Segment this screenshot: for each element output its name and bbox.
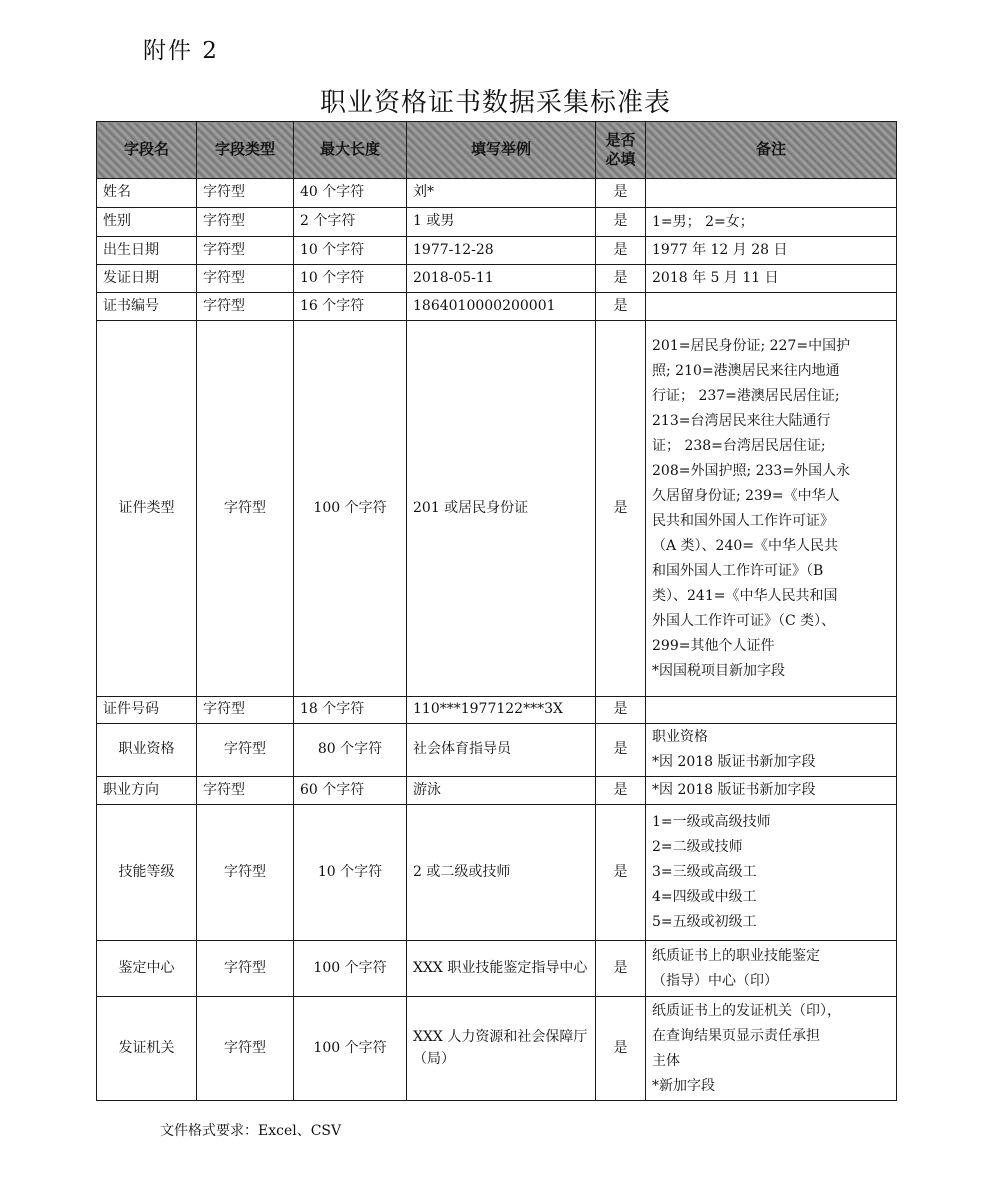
header-field-name: 字段名 bbox=[97, 122, 197, 179]
file-format-note: 文件格式要求：Excel、CSV bbox=[160, 1123, 342, 1139]
remarks-line: 2=二级或技师 bbox=[652, 839, 743, 855]
attachment-label: 附件 2 bbox=[143, 38, 219, 64]
remarks-line: 主体 bbox=[652, 1052, 680, 1069]
remarks-cell bbox=[646, 805, 897, 941]
remarks-line: 纸质证书上的职业技能鉴定 bbox=[652, 947, 820, 964]
remarks-line: *因 2018 版证书新加字段 bbox=[652, 782, 816, 798]
required-cell: 是 bbox=[596, 724, 646, 777]
field-type-cell: 字符型 bbox=[197, 724, 294, 777]
required-cell: 是 bbox=[596, 179, 646, 208]
remarks-line: （A 类）、240=《中华人民共 bbox=[652, 537, 839, 554]
table-row bbox=[97, 777, 897, 805]
header-remarks: 备注 bbox=[646, 122, 897, 179]
field-type-cell: 字符型 bbox=[197, 237, 294, 265]
field-type-cell: 字符型 bbox=[197, 208, 294, 237]
field-name-cell: 职业资格 bbox=[97, 724, 197, 777]
remarks-line: 纸质证书上的发证机关（印）， bbox=[652, 1002, 841, 1019]
example-cell: 社会体育指导员 bbox=[407, 724, 596, 777]
max-length-cell: 2 个字符 bbox=[294, 208, 407, 237]
example-cell: 游泳 bbox=[407, 777, 596, 805]
remarks-cell bbox=[646, 321, 897, 697]
field-name-cell: 性别 bbox=[97, 208, 197, 237]
remarks-line: 5=五级或初级工 bbox=[652, 914, 757, 930]
remarks-cell bbox=[646, 265, 897, 293]
header-field-type: 字段类型 bbox=[197, 122, 294, 179]
remarks-line: *因 2018 版证书新加字段 bbox=[652, 754, 816, 770]
field-name-cell: 发证机关 bbox=[97, 997, 197, 1101]
max-length-cell: 60 个字符 bbox=[294, 777, 407, 805]
required-cell: 是 bbox=[596, 777, 646, 805]
field-type-cell: 字符型 bbox=[197, 997, 294, 1101]
field-name-cell: 证件号码 bbox=[97, 697, 197, 724]
max-length-cell: 100 个字符 bbox=[294, 321, 407, 697]
header-max-length: 最大长度 bbox=[294, 122, 407, 179]
remarks-cell bbox=[646, 293, 897, 321]
table-row bbox=[97, 724, 897, 777]
required-cell: 是 bbox=[596, 805, 646, 941]
remarks-line: 213=台湾居民来往大陆通行 bbox=[652, 412, 831, 429]
field-type-cell: 字符型 bbox=[197, 941, 294, 997]
field-type-cell: 字符型 bbox=[197, 321, 294, 697]
required-cell: 是 bbox=[596, 941, 646, 997]
table-row bbox=[97, 265, 897, 293]
max-length-cell: 10 个字符 bbox=[294, 265, 407, 293]
remarks-cell bbox=[646, 179, 897, 208]
remarks-cell bbox=[646, 997, 897, 1101]
example-cell: 2018-05-11 bbox=[407, 265, 596, 293]
remarks-line: 201=居民身份证; 227=中国护 bbox=[652, 337, 851, 354]
remarks-line: （指导）中心（印） bbox=[652, 972, 778, 989]
example-cell: 1977-12-28 bbox=[407, 237, 596, 265]
example-cell: 1864010000200001 bbox=[407, 293, 596, 321]
remarks-cell bbox=[646, 237, 897, 265]
example-cell: 2 或二级或技师 bbox=[407, 805, 596, 941]
required-cell: 是 bbox=[596, 321, 646, 697]
max-length-cell: 18 个字符 bbox=[294, 697, 407, 724]
field-type-cell: 字符型 bbox=[197, 805, 294, 941]
header-example: 填写举例 bbox=[407, 122, 596, 179]
remarks-cell bbox=[646, 697, 897, 724]
field-type-cell: 字符型 bbox=[197, 293, 294, 321]
table-row bbox=[97, 208, 897, 237]
table-row bbox=[97, 237, 897, 265]
remarks-line: 2018 年 5 月 11 日 bbox=[652, 270, 779, 286]
remarks-cell bbox=[646, 777, 897, 805]
remarks-line: 久居留身份证; 239=《中华人 bbox=[652, 487, 840, 504]
remarks-cell bbox=[646, 724, 897, 777]
field-type-cell: 字符型 bbox=[197, 697, 294, 724]
required-cell: 是 bbox=[596, 237, 646, 265]
field-type-cell: 字符型 bbox=[197, 777, 294, 805]
remarks-line: *因国税项目新加字段 bbox=[652, 662, 785, 679]
table-row bbox=[97, 805, 897, 941]
remarks-line: 证； 238=台湾居民居住证; bbox=[652, 437, 826, 454]
example-cell: 刘* bbox=[407, 179, 596, 208]
table-row bbox=[97, 997, 897, 1101]
field-name-cell: 发证日期 bbox=[97, 265, 197, 293]
field-name-cell: 职业方向 bbox=[97, 777, 197, 805]
remarks-line: 1=一级或高级技师 bbox=[652, 814, 771, 830]
remarks-line: 职业资格 bbox=[652, 729, 708, 745]
remarks-line: 外国人工作许可证》（C 类）、 bbox=[652, 612, 836, 629]
document-title: 职业资格证书数据采集标准表 bbox=[319, 88, 671, 118]
required-cell: 是 bbox=[596, 697, 646, 724]
example-cell: XXX 职业技能鉴定指导中心 bbox=[407, 941, 596, 997]
required-cell: 是 bbox=[596, 293, 646, 321]
table-row bbox=[97, 293, 897, 321]
remarks-cell bbox=[646, 941, 897, 997]
required-cell: 是 bbox=[596, 208, 646, 237]
max-length-cell: 100 个字符 bbox=[294, 997, 407, 1101]
field-type-cell: 字符型 bbox=[197, 179, 294, 208]
remarks-line: 类）、241=《中华人民共和国 bbox=[652, 587, 838, 604]
remarks-line: *新加字段 bbox=[652, 1077, 715, 1094]
field-type-cell: 字符型 bbox=[197, 265, 294, 293]
max-length-cell: 10 个字符 bbox=[294, 237, 407, 265]
field-name-cell: 技能等级 bbox=[97, 805, 197, 941]
remarks-line: 208=外国护照; 233=外国人永 bbox=[652, 462, 851, 479]
max-length-cell: 10 个字符 bbox=[294, 805, 407, 941]
remarks-line: 照; 210=港澳居民来往内地通 bbox=[652, 362, 840, 379]
remarks-line: 1=男； 2=女； bbox=[652, 213, 754, 230]
table-header-row bbox=[97, 122, 897, 179]
remarks-line: 1977 年 12 月 28 日 bbox=[652, 242, 788, 258]
field-name-cell: 姓名 bbox=[97, 179, 197, 208]
data-standard-table bbox=[96, 121, 897, 1101]
field-name-cell: 证件类型 bbox=[97, 321, 197, 697]
remarks-line: 299=其他个人证件 bbox=[652, 637, 775, 654]
remarks-line: 和国外国人工作许可证》（B bbox=[652, 562, 824, 579]
header-required: 是否必填 bbox=[596, 122, 646, 179]
field-name-cell: 鉴定中心 bbox=[97, 941, 197, 997]
table-row bbox=[97, 941, 897, 997]
table-row bbox=[97, 321, 897, 697]
remarks-line: 4=四级或中级工 bbox=[652, 889, 757, 905]
field-name-cell: 证书编号 bbox=[97, 293, 197, 321]
remarks-line: 民共和国外国人工作许可证》 bbox=[652, 512, 834, 529]
example-cell: 110***1977122***3X bbox=[407, 697, 596, 724]
max-length-cell: 16 个字符 bbox=[294, 293, 407, 321]
max-length-cell: 40 个字符 bbox=[294, 179, 407, 208]
max-length-cell: 100 个字符 bbox=[294, 941, 407, 997]
table-row bbox=[97, 179, 897, 208]
example-cell: 201 或居民身份证 bbox=[407, 321, 596, 697]
example-cell: XXX 人力资源和社会保障厅（局） bbox=[407, 997, 596, 1101]
remarks-line: 在查询结果页显示责任承担 bbox=[652, 1027, 820, 1044]
table-row bbox=[97, 697, 897, 724]
max-length-cell: 80 个字符 bbox=[294, 724, 407, 777]
remarks-line: 行证； 237=港澳居民居住证; bbox=[652, 387, 840, 404]
example-cell: 1 或男 bbox=[407, 208, 596, 237]
remarks-cell bbox=[646, 208, 897, 237]
required-cell: 是 bbox=[596, 265, 646, 293]
required-cell: 是 bbox=[596, 997, 646, 1101]
field-name-cell: 出生日期 bbox=[97, 237, 197, 265]
remarks-line: 3=三级或高级工 bbox=[652, 864, 757, 880]
